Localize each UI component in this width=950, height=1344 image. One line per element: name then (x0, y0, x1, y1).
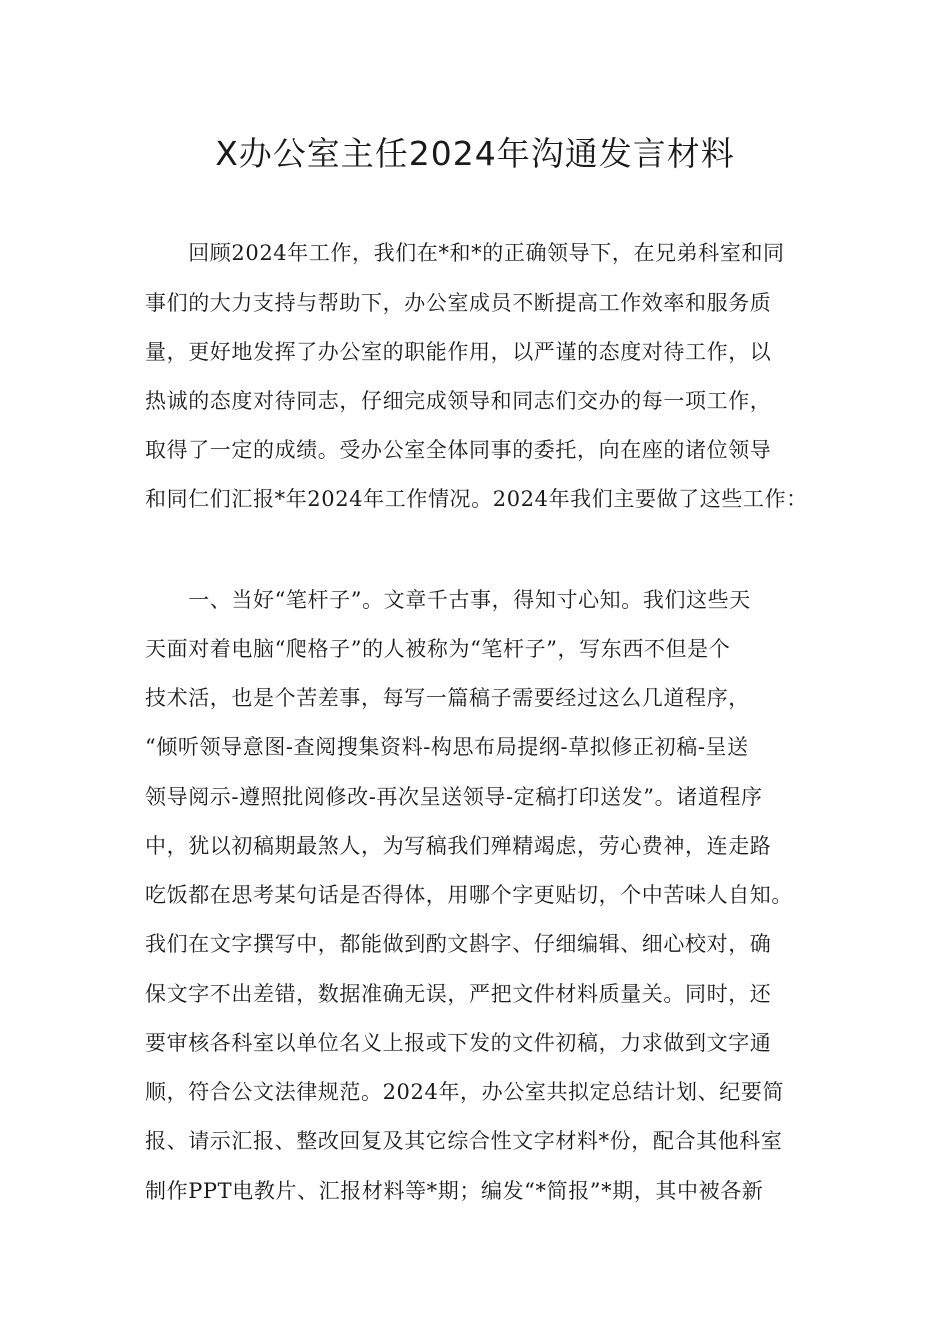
text-line: 量，更好地发挥了办公室的职能作用，以严谨的态度对待工作，以 (145, 340, 772, 364)
text-line: 我们在文字撰写中，都能做到酌文斟字、仔细编辑、细心校对，确 (145, 932, 772, 956)
text-line: 天面对着电脑“爬格子”的人被称为“笔杆子”，写东西不但是个 (145, 637, 731, 661)
text-line: 技术活，也是个苦差事，每写一篇稿子需要经过这么几道程序， (145, 686, 750, 710)
text-line: 顺，符合公文法律规范。2024年，办公室共拟定总结计划、纪要简 (145, 1080, 785, 1104)
text-line: 回顾2024年工作，我们在*和*的正确领导下，在兄弟科室和同 (145, 241, 785, 265)
text-line: 中，犹以初稿期最煞人，为写稿我们殚精竭虑，劳心费神，连走路 (145, 834, 772, 858)
text-line: 热诚的态度对待同志，仔细完成领导和同志们交办的每一项工作， (145, 389, 772, 413)
text-line: 报、请示汇报、整改回复及其它综合性文字材料*份，配合其他科室 (145, 1129, 783, 1153)
text-line: 事们的大力支持与帮助下，办公室成员不断提高工作效率和服务质 (145, 291, 772, 315)
document-title: X办公室主任2024年沟通发言材料 (215, 134, 735, 173)
text-line: “倾听领导意图-查阅搜集资料-构思布局提纲-草拟修正初稿-呈送 (145, 735, 749, 759)
text-line: 保文字不出差错，数据准确无误，严把文件材料质量关。同时，还 (145, 982, 772, 1006)
text-line: 吃饭都在思考某句话是否得体，用哪个字更贴切，个中苦味人自知。 (145, 883, 793, 907)
text-line: 取得了一定的成绩。受办公室全体同事的委托，向在座的诸位领导 (145, 438, 772, 462)
text-line: 要审核各科室以单位名义上报或下发的文件初稿，力求做到文字通 (145, 1031, 772, 1055)
text-line: 一、当好“笔杆子”。文章千古事，得知寸心知。我们这些天 (145, 588, 751, 612)
text-line: 和同仁们汇报*年2024年工作情况。2024年我们主要做了这些工作： (145, 487, 808, 511)
text-line: 领导阅示-遵照批阅修改-再次呈送领导-定稿打印送发”。诸道程序 (145, 785, 763, 809)
text-line: 制作PPT电教片、汇报材料等*期；编发“*简报”*期，其中被各新 (145, 1179, 764, 1203)
